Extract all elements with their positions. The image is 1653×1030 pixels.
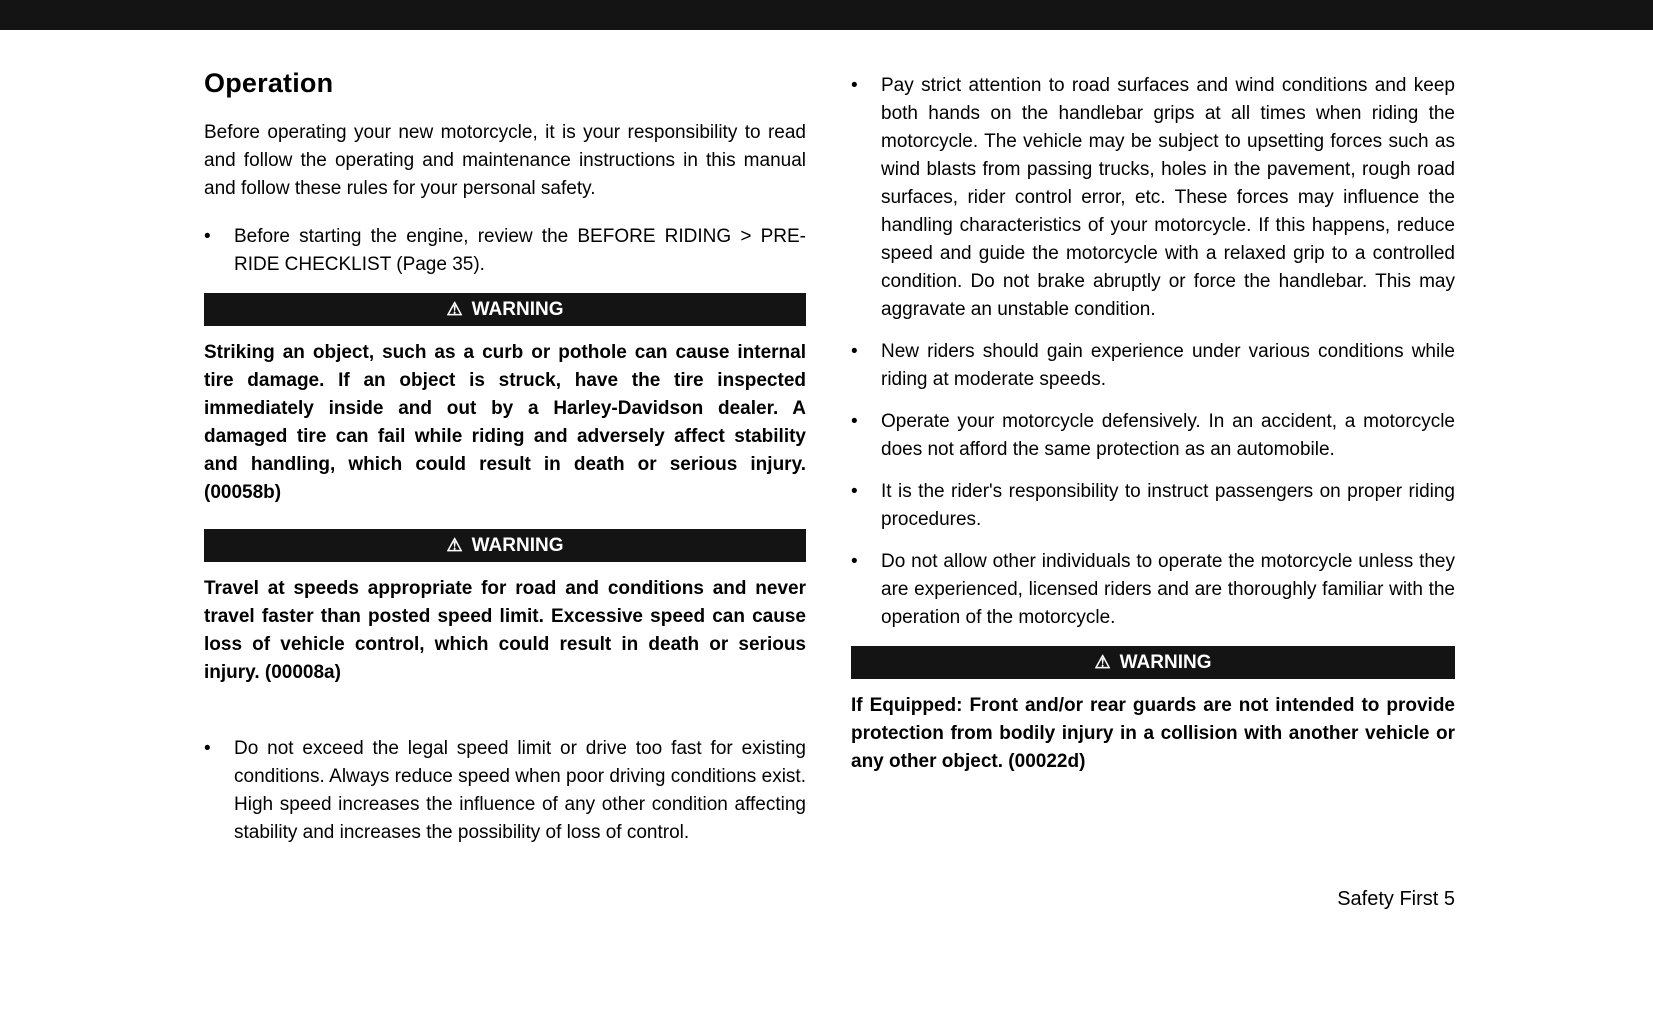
warning-triangle-icon: ⚠ (446, 534, 463, 555)
warning-paragraph: If Equipped: Front and/or rear guards are not intended to provide protection from bodily injury in a collision with another vehicle or any other object. (00022d) (851, 695, 1455, 772)
list-item (851, 548, 1455, 632)
list-item-text: New riders should gain experience under various conditions while riding at moderate speeds. (881, 341, 1455, 390)
bullet-marker: • (851, 481, 858, 502)
list-item-text: Operate your motorcycle defensively. In an accident, a motorcycle does not afford the same protection as an automobile. (881, 411, 1455, 460)
spacer (204, 709, 806, 735)
list-item (851, 72, 1455, 324)
section-heading: Operation (204, 68, 334, 98)
top-bar (0, 0, 1653, 30)
bullet-marker: • (204, 226, 211, 247)
list-item-text: Do not exceed the legal speed limit or drive too fast for existing conditions. Always reduce speed when poor driving conditions exist. High speed increases the influence of any other condition affecting stability and increases the possibility of loss of control. (234, 738, 806, 843)
page-footer: Safety First 5 (1337, 888, 1455, 910)
bullet-marker: • (851, 411, 858, 432)
warning-label: WARNING (471, 534, 564, 556)
warning-triangle-icon: ⚠ (1094, 651, 1111, 672)
list-item-text: Before starting the engine, review the BEFORE RIDING > PRE-RIDE CHECKLIST (Page 35). (234, 226, 806, 275)
list-item (851, 338, 1455, 394)
warning-label: WARNING (471, 298, 564, 320)
page-content (0, 30, 1653, 861)
intro-paragraph: Before operating your new motorcycle, it is your responsibility to read and follow the operating and maintenance instructions in this manual and follow these rules for your personal safety. (204, 122, 806, 199)
warning-paragraph: Striking an object, such as a curb or pothole can cause internal tire damage. If an object is struck, have the tire inspected immediately inside and out by a Harley-Davidson dealer. A damaged tire can fail while riding and adversely affect stability and handling, which could result in death or serious injury. (00058b) (204, 342, 806, 503)
list-item (851, 408, 1455, 464)
right-column (851, 30, 1455, 861)
bullet-marker: • (851, 551, 858, 572)
list-item-text: It is the rider's responsibility to instruct passengers on proper riding procedures. (881, 481, 1455, 530)
bullet-marker: • (204, 738, 211, 759)
left-column (204, 30, 806, 861)
bullet-marker: • (851, 341, 858, 362)
warning-triangle-icon: ⚠ (446, 298, 463, 319)
list-item (204, 223, 806, 279)
bullet-marker: • (851, 75, 858, 96)
warning-paragraph: Travel at speeds appropriate for road and conditions and never travel faster than posted speed limit. Excessive speed can cause loss of vehicle control, which could result in death or serious injury. (00008a) (204, 578, 806, 683)
list-item (851, 478, 1455, 534)
list-item-text: Do not allow other individuals to operate the motorcycle unless they are experienced, licensed riders and are thoroughly familiar with the operation of the motorcycle. (881, 551, 1455, 628)
warning-banner (204, 293, 806, 326)
list-item (204, 735, 806, 847)
warning-banner (204, 529, 806, 562)
list-item-text: Pay strict attention to road surfaces and wind conditions and keep both hands on the handlebar grips at all times when riding the motorcycle. The vehicle may be subject to upsetting forces such as wind blasts from passing trucks, holes in the pavement, rough road surfaces, rider control error, etc. These forces may influence the handling characteristics of your motorcycle. If this happens, reduce speed and guide the motorcycle with a relaxed grip to a controlled condition. Do not brake abruptly or force the handlebar. This may aggravate an unstable condition. (881, 75, 1455, 320)
warning-label: WARNING (1119, 651, 1212, 673)
warning-banner (851, 646, 1455, 679)
